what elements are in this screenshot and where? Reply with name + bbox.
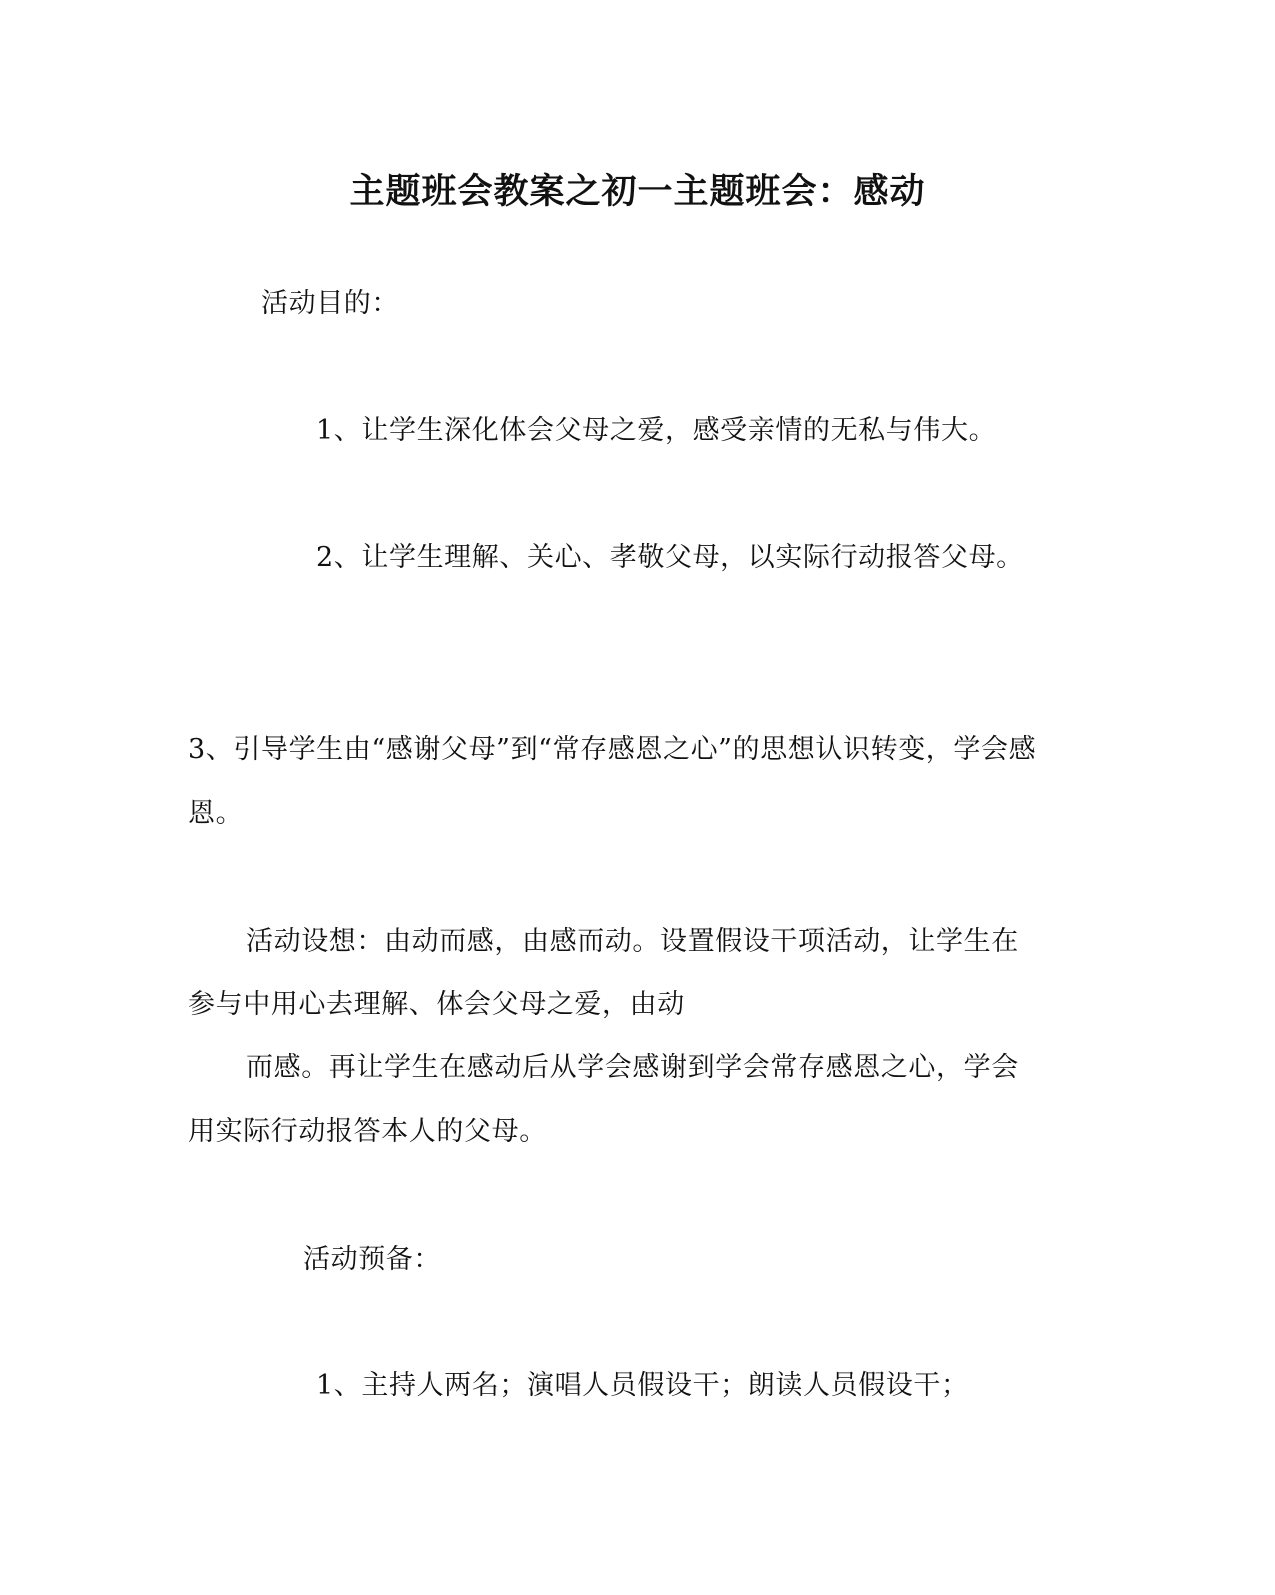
purpose-item-3-line-1: 3、引导学生由“感谢父母”到“常存感恩之心”的思想认识转变，学会感 — [188, 734, 1037, 765]
purpose-item-2: 2、让学生理解、关心、孝敬父母，以实际行动报答父母。 — [316, 542, 1024, 573]
purpose-item-1: 1、让学生深化体会父母之爱，感受亲情的无私与伟大。 — [316, 415, 997, 446]
purpose-item-3-line-2: 恩。 — [188, 798, 244, 829]
section-heading-preparation: 活动预备： — [303, 1244, 441, 1275]
concept-paragraph-line-3: 而感。再让学生在感动后从学会感谢到学会常存感恩之心，学会 — [246, 1052, 1019, 1083]
document-title: 主题班会教案之初一主题班会：感动 — [349, 171, 926, 212]
concept-paragraph-line-2: 参与中用心去理解、体会父母之爱，由动 — [188, 989, 685, 1020]
concept-paragraph-line-1: 活动设想：由动而感，由感而动。设置假设干项活动，让学生在 — [246, 926, 1019, 957]
concept-paragraph-line-4: 用实际行动报答本人的父母。 — [188, 1116, 547, 1147]
preparation-item-1: 1、主持人两名；演唱人员假设干；朗读人员假设干； — [316, 1370, 969, 1401]
section-heading-purpose: 活动目的： — [261, 288, 399, 319]
